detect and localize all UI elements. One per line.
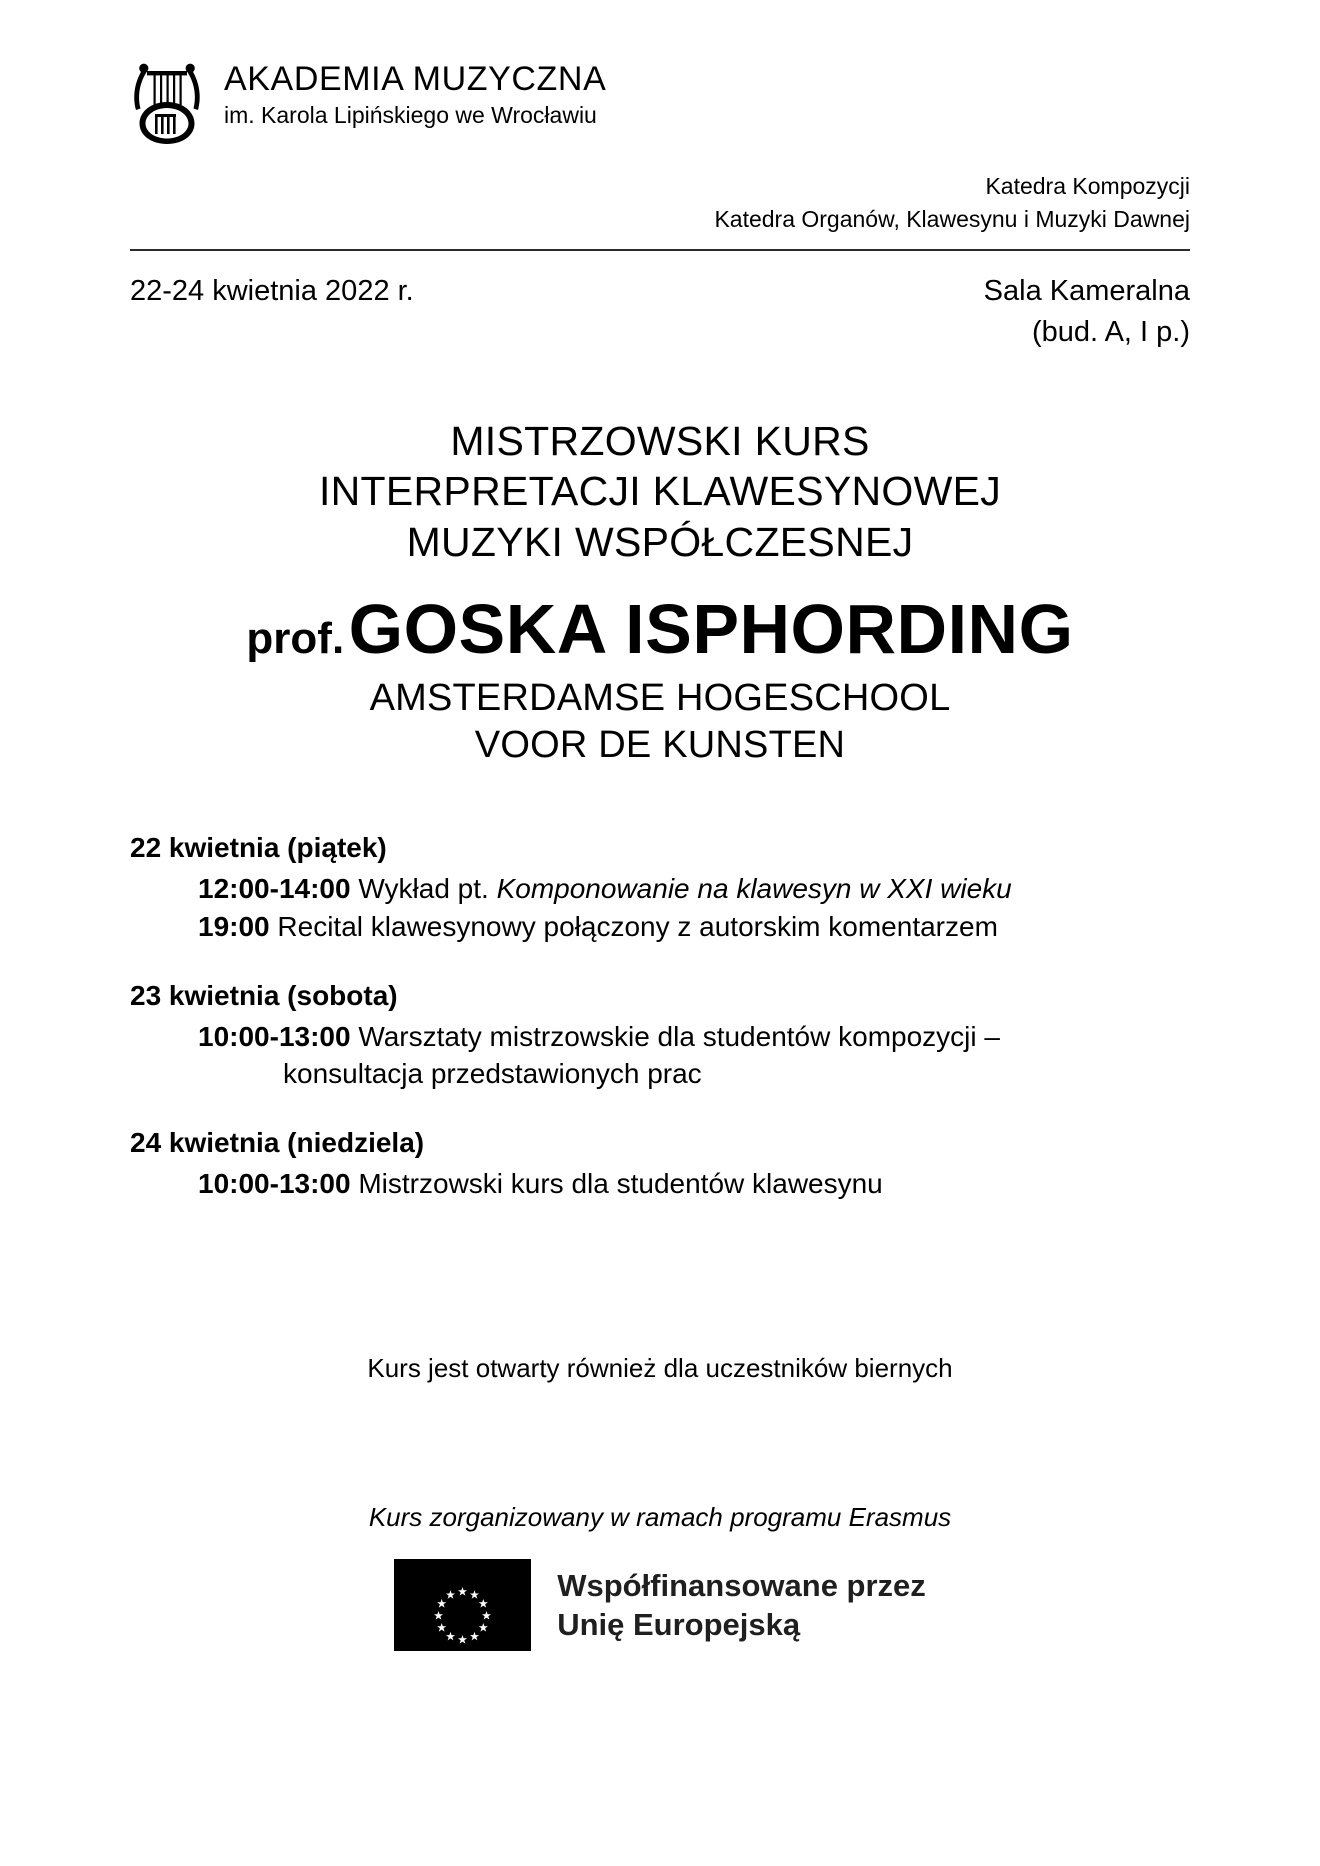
departments xyxy=(130,170,1190,235)
schedule-entry-desc: Recital klawesynowy połączony z autorskim komentarzem xyxy=(277,910,998,942)
event-venue xyxy=(984,271,1190,353)
schedule-entry xyxy=(130,870,1190,908)
institution-line: AMSTERDAMSE HOGESCHOOL xyxy=(369,676,951,719)
schedule-day-title: 22 kwietnia (piątek) xyxy=(130,831,387,863)
headline-line: MUZYKI WSPÓŁCZESNEJ xyxy=(406,518,914,565)
schedule-entry-desc: Wykład pt. xyxy=(358,872,497,904)
schedule-day xyxy=(130,832,1190,946)
erasmus-note: Kurs zorganizowany w ramach programu Erasmus xyxy=(368,1501,952,1532)
university-text xyxy=(224,52,606,130)
department-line: Katedra Organów, Klawesynu i Muzyki Dawnej xyxy=(714,205,1190,232)
schedule-entry xyxy=(130,1018,1190,1094)
presenter-institution xyxy=(130,675,1190,770)
university-name: AKADEMIA MUZYCZNA xyxy=(224,60,607,98)
schedule-entry-desc: Warsztaty mistrzowskie dla studentów kompozycji – xyxy=(358,1020,1000,1052)
presenter-name-block xyxy=(130,589,1190,669)
schedule-entry xyxy=(130,1165,1190,1203)
venue-name: Sala Kameralna xyxy=(983,275,1190,308)
headline xyxy=(130,416,1190,567)
schedule-day-title: 23 kwietnia (sobota) xyxy=(130,979,398,1011)
schedule-day xyxy=(130,1127,1190,1203)
date-venue-row xyxy=(130,271,1190,353)
headline-line: INTERPRETACJI KLAWESYNOWEJ xyxy=(318,468,1002,515)
eu-funding-line2: Unię Europejską xyxy=(557,1606,801,1642)
eu-flag-icon xyxy=(394,1559,531,1651)
presenter-name: GOSKA ISPHORDING xyxy=(348,589,1074,668)
event-dates: 22-24 kwietnia 2022 r. xyxy=(130,275,414,308)
schedule-entry-time: 19:00 xyxy=(198,910,270,942)
eu-funding-line1: Współfinansowane przez xyxy=(557,1567,926,1603)
lyre-icon xyxy=(130,54,204,144)
schedule-entry-continuation: konsultacja przedstawionych prac xyxy=(283,1058,702,1090)
schedule-entry-desc: Mistrzowski kurs dla studentów klawesynu xyxy=(358,1168,883,1200)
eu-funding-text xyxy=(557,1566,926,1644)
schedule-entry xyxy=(130,908,1190,946)
schedule-entry-title: Komponowanie na klawesyn w XXI wieku xyxy=(496,872,1012,904)
schedule-entry-time: 10:00-13:00 xyxy=(198,1020,351,1052)
schedule-entry-time: 12:00-14:00 xyxy=(198,872,351,904)
schedule xyxy=(130,832,1190,1203)
presenter-prefix: prof. xyxy=(246,613,345,663)
university-subtitle: im. Karola Lipińskiego we Wrocławiu xyxy=(224,102,597,129)
open-participation-note: Kurs jest otwarty również dla uczestników biernych xyxy=(367,1352,953,1383)
schedule-entry-time: 10:00-13:00 xyxy=(198,1168,351,1200)
institution-line: VOOR DE KUNSTEN xyxy=(474,724,846,767)
schedule-day-title: 24 kwietnia (niedziela) xyxy=(130,1127,425,1159)
venue-detail: (bud. A, I p.) xyxy=(1032,316,1190,349)
schedule-day xyxy=(130,980,1190,1094)
eu-funding-block xyxy=(130,1559,1190,1651)
masthead xyxy=(130,0,1190,144)
headline-line: MISTRZOWSKI KURS xyxy=(450,417,870,464)
department-line: Katedra Kompozycji xyxy=(985,173,1190,199)
header-divider xyxy=(130,249,1190,251)
